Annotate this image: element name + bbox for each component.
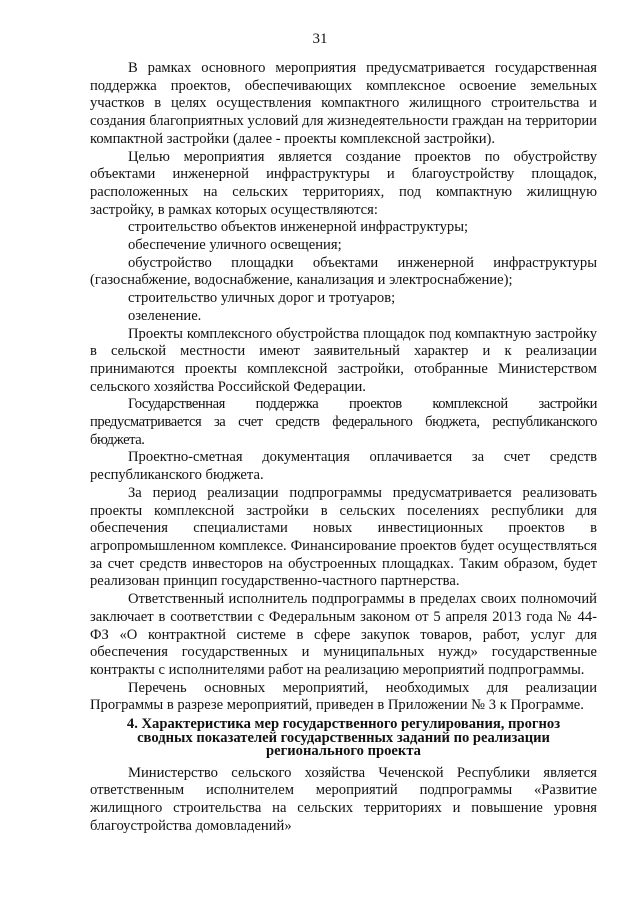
paragraph-responsible-executor: Ответственный исполнитель подпрограммы в пределах своих полномочий заключает в соответствии с Федеральным законом от 5 апреля 2013 года № 44-ФЗ «О контрактной системе в сфере закупок товаров, работ, услуг для обеспечения государственных и муниципальных нужд» государственные контракты с исполнителями работ на реализацию мероприятий подпрограммы. xyxy=(90,591,597,678)
paragraph-state-support: Государственная поддержка проектов комплексной застройки предусматривается за счет средств федерального бюджета, республиканского бюджета. xyxy=(90,396,597,448)
section-heading-line: сводных показателей государственных заданий по реализации xyxy=(137,729,550,746)
document-body xyxy=(90,60,597,835)
list-item-roads: строительство уличных дорог и тротуаров; xyxy=(128,290,396,307)
paragraph-implementation-period: За период реализации подпрограммы предусматривается реализовать проекты комплексной застройки в сельских поселениях республики для обеспечения специалистами новых инвестиционных проектов в агропромышленном комплексе. Финансирование проектов будет осуществляться за счет средств инвесторов на обустроенных площадках. Таким образом, будет реализован принцип государственно-частного партнерства. xyxy=(90,484,597,590)
section-heading-line: регионального проекта xyxy=(266,743,421,760)
paragraph-ministry: Министерство сельского хозяйства Чеченской Республики является ответственным исполнителем мероприятий подпрограммы «Развитие жилищного строительства на сельских территориях и повышение уровня благоустройства домовладений» xyxy=(90,764,597,834)
paragraph-activities-list: Перечень основных мероприятий, необходимых для реализации Программы в разрезе мероприятий, приведен в Приложении № 3 к Программе. xyxy=(90,679,597,714)
list-item-site-utilities: обустройство площадки объектами инженерной инфраструктуры (газоснабжение, водоснабжение, канализация и электроснабжение); xyxy=(90,254,597,289)
section-heading-line: 4. Характеристика мер государственного регулирования, прогноз xyxy=(126,716,561,733)
list-item-infrastructure: строительство объектов инженерной инфраструктуры; xyxy=(128,219,469,236)
section-heading xyxy=(90,718,597,759)
list-item-landscaping: озеленение. xyxy=(128,307,202,324)
paragraph-goal: Целью мероприятия является создание проектов по обустройству объектами инженерной инфраструктуры и благоустройству площадок, расположенных на сельских территориях, под компактную жилищную застройку, в рамках которых осуществляются: xyxy=(90,148,597,218)
paragraph-design-funding: Проектно-сметная документация оплачивается за счет средств республиканского бюджета. xyxy=(90,449,597,484)
paragraph-project-support: В рамках основного мероприятия предусматривается государственная поддержка проектов, обеспечивающих комплексное освоение земельных участков в целях осуществления компактного жилищного строительства и создания благоприятных условий для жизнедеятельности граждан на территории компактной застройки (далее - проекты комплексной застройки). xyxy=(90,60,597,147)
paragraph-projects-selection: Проекты комплексного обустройства площадок под компактную застройку в сельской местности имеют заявительный характер и к реализации принимаются проекты комплексной застройки, отобранные Министерством сельского хозяйства Российской Федерации. xyxy=(90,325,597,395)
list-item-street-lighting: обеспечение уличного освещения; xyxy=(128,237,342,254)
page-number: 31 xyxy=(312,31,328,47)
